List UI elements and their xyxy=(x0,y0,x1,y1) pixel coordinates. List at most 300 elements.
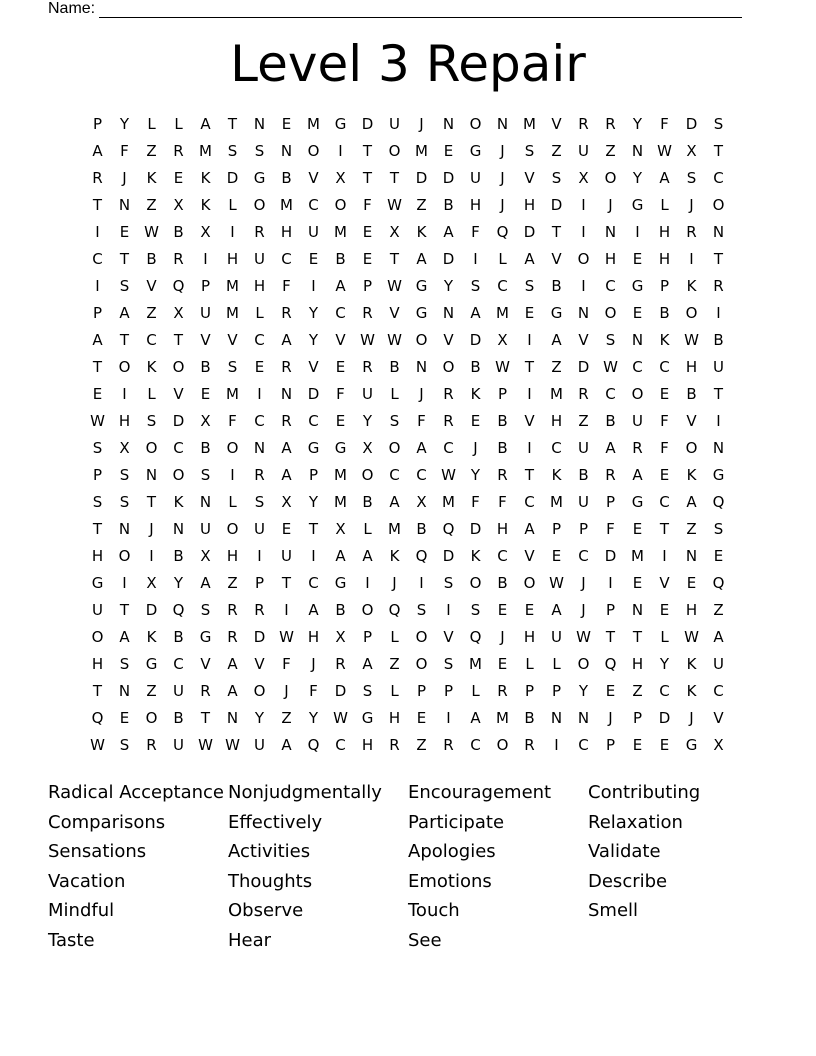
grid-letter: H xyxy=(631,655,644,673)
grid-letter: R xyxy=(254,601,265,619)
grid-letter: F xyxy=(498,493,507,511)
grid-letter: E xyxy=(524,601,535,619)
grid-letter: Q xyxy=(307,736,320,754)
grid-letter: P xyxy=(92,304,103,322)
grid-letter: R xyxy=(227,601,238,619)
grid-letter: O xyxy=(685,439,698,457)
grid-letter: N xyxy=(118,682,131,700)
name-underline[interactable] xyxy=(99,3,742,18)
grid-letter: Q xyxy=(172,277,185,295)
grid-letter: G xyxy=(550,304,563,322)
grid-letter: P xyxy=(605,493,616,511)
grid-letter: M xyxy=(496,304,509,322)
grid-letter: J xyxy=(581,574,586,592)
word-list-item: Touch xyxy=(408,900,460,922)
grid-letter: M xyxy=(415,142,428,160)
grid-letter: A xyxy=(227,655,238,673)
grid-letter: X xyxy=(173,196,184,214)
grid-letter: I xyxy=(419,574,424,592)
grid-letter: U xyxy=(200,304,211,322)
grid-letter: S xyxy=(227,358,238,376)
grid-letter: O xyxy=(388,142,401,160)
grid-letter: E xyxy=(659,385,670,403)
grid-letter: T xyxy=(308,520,319,538)
grid-letter: L xyxy=(147,385,156,403)
grid-letter: B xyxy=(497,412,508,430)
grid-letter: Z xyxy=(227,574,238,592)
grid-letter: W xyxy=(387,331,402,349)
grid-letter: E xyxy=(335,412,346,430)
grid-letter: J xyxy=(419,115,424,133)
grid-letter: V xyxy=(713,709,724,727)
grid-letter: N xyxy=(631,331,644,349)
name-field[interactable] xyxy=(48,0,742,18)
grid-letter: S xyxy=(551,169,562,187)
grid-letter: L xyxy=(363,520,372,538)
grid-letter: A xyxy=(281,331,292,349)
grid-letter: S xyxy=(605,331,616,349)
grid-letter: C xyxy=(254,412,265,430)
grid-letter: T xyxy=(524,358,535,376)
grid-letter: P xyxy=(551,682,562,700)
grid-letter: F xyxy=(660,439,669,457)
grid-letter: V xyxy=(524,169,535,187)
grid-letter: T xyxy=(119,601,130,619)
grid-letter: U xyxy=(632,412,643,430)
grid-letter: M xyxy=(550,493,563,511)
grid-letter: C xyxy=(281,250,292,268)
grid-letter: W xyxy=(225,736,240,754)
grid-letter: U xyxy=(254,250,265,268)
grid-letter: W xyxy=(90,412,105,430)
word-list-item: Activities xyxy=(228,841,311,863)
grid-letter: A xyxy=(119,304,130,322)
grid-letter: E xyxy=(659,736,670,754)
grid-letter: N xyxy=(253,115,266,133)
grid-letter: C xyxy=(470,736,481,754)
grid-letter: N xyxy=(199,493,212,511)
grid-letter: G xyxy=(712,466,725,484)
grid-letter: I xyxy=(446,709,451,727)
grid-letter: P xyxy=(200,277,211,295)
grid-letter: K xyxy=(200,196,211,214)
grid-letter: A xyxy=(389,493,400,511)
word-list-item: Emotions xyxy=(408,870,492,892)
grid-letter: F xyxy=(417,412,426,430)
grid-letter: M xyxy=(307,115,320,133)
grid-letter: M xyxy=(334,493,347,511)
grid-letter: T xyxy=(92,358,103,376)
grid-letter: D xyxy=(253,628,266,646)
grid-letter: O xyxy=(415,628,428,646)
word-list-item: Apologies xyxy=(408,841,496,863)
grid-letter: H xyxy=(118,412,131,430)
grid-letter: Y xyxy=(254,709,265,727)
grid-letter: H xyxy=(91,655,104,673)
grid-letter: M xyxy=(334,223,347,241)
grid-letter: I xyxy=(230,223,235,241)
grid-letter: O xyxy=(172,466,185,484)
grid-letter: H xyxy=(361,736,374,754)
grid-letter: P xyxy=(659,277,670,295)
grid-letter: O xyxy=(388,439,401,457)
grid-letter: R xyxy=(524,736,535,754)
grid-letter: T xyxy=(524,466,535,484)
grid-letter: N xyxy=(253,439,266,457)
grid-letter: R xyxy=(497,682,508,700)
grid-letter: B xyxy=(146,250,157,268)
grid-letter: C xyxy=(443,439,454,457)
grid-letter: C xyxy=(659,493,670,511)
grid-letter: A xyxy=(281,736,292,754)
grid-letter: O xyxy=(604,304,617,322)
grid-letter: S xyxy=(443,574,454,592)
grid-letter: R xyxy=(443,736,454,754)
grid-letter: B xyxy=(200,358,211,376)
grid-letter: R xyxy=(281,412,292,430)
grid-letter: A xyxy=(227,682,238,700)
grid-letter: D xyxy=(334,682,347,700)
grid-letter: I xyxy=(284,601,289,619)
grid-letter: P xyxy=(497,385,508,403)
grid-letter: O xyxy=(91,628,104,646)
grid-letter: O xyxy=(172,358,185,376)
grid-letter: S xyxy=(119,736,130,754)
grid-letter: D xyxy=(442,547,455,565)
grid-letter: U xyxy=(578,493,589,511)
grid-letter: L xyxy=(147,115,156,133)
grid-letter: V xyxy=(551,250,562,268)
grid-letter: T xyxy=(92,520,103,538)
grid-letter: Z xyxy=(281,709,292,727)
grid-letter: W xyxy=(144,223,159,241)
grid-letter: W xyxy=(576,628,591,646)
grid-letter: I xyxy=(311,277,316,295)
grid-letter: I xyxy=(527,331,532,349)
grid-letter: H xyxy=(469,196,482,214)
grid-letter: B xyxy=(713,331,724,349)
grid-letter: H xyxy=(91,547,104,565)
grid-letter: A xyxy=(605,439,616,457)
grid-letter: Y xyxy=(308,331,319,349)
grid-letter: B xyxy=(335,601,346,619)
grid-letter: X xyxy=(335,628,346,646)
grid-letter: H xyxy=(226,547,239,565)
grid-letter: R xyxy=(173,142,184,160)
grid-letter: S xyxy=(119,655,130,673)
grid-letter: R xyxy=(389,736,400,754)
grid-letter: N xyxy=(442,304,455,322)
grid-letter: J xyxy=(392,574,397,592)
grid-letter: Y xyxy=(308,493,319,511)
grid-letter: E xyxy=(335,358,346,376)
grid-letter: K xyxy=(686,682,697,700)
grid-letter: Y xyxy=(119,115,130,133)
grid-letter: W xyxy=(657,142,672,160)
grid-letter: R xyxy=(443,385,454,403)
grid-letter: V xyxy=(524,547,535,565)
grid-letter: Z xyxy=(713,601,724,619)
grid-letter: T xyxy=(119,250,130,268)
grid-letter: Q xyxy=(442,520,455,538)
grid-letter: X xyxy=(362,439,373,457)
grid-letter: C xyxy=(497,547,508,565)
grid-letter: Q xyxy=(604,655,617,673)
grid-letter: J xyxy=(419,385,424,403)
grid-letter: N xyxy=(172,520,185,538)
grid-letter: E xyxy=(605,682,616,700)
grid-letter: V xyxy=(551,115,562,133)
grid-letter: D xyxy=(172,412,185,430)
grid-letter: B xyxy=(389,358,400,376)
grid-letter: L xyxy=(228,493,237,511)
grid-letter: E xyxy=(416,709,427,727)
grid-letter: D xyxy=(469,331,482,349)
grid-letter: U xyxy=(578,439,589,457)
grid-letter: A xyxy=(470,304,481,322)
grid-letter: A xyxy=(632,466,643,484)
grid-letter: J xyxy=(581,601,586,619)
grid-letter: E xyxy=(497,601,508,619)
word-list-item: Observe xyxy=(228,900,304,922)
grid-letter: A xyxy=(416,250,427,268)
grid-letter: Q xyxy=(469,628,482,646)
grid-letter: T xyxy=(362,142,373,160)
grid-letter: S xyxy=(686,169,697,187)
grid-letter: L xyxy=(255,304,264,322)
grid-letter: W xyxy=(387,196,402,214)
grid-letter: S xyxy=(119,277,130,295)
grid-letter: N xyxy=(577,709,590,727)
word-list-item: Describe xyxy=(588,870,668,892)
grid-letter: L xyxy=(390,682,399,700)
grid-letter: Y xyxy=(362,412,373,430)
grid-letter: I xyxy=(716,304,721,322)
grid-letter: I xyxy=(338,142,343,160)
grid-letter: O xyxy=(442,358,455,376)
grid-letter: H xyxy=(496,520,509,538)
grid-letter: K xyxy=(686,655,697,673)
grid-letter: R xyxy=(632,439,643,457)
grid-letter: M xyxy=(334,466,347,484)
grid-letter: N xyxy=(280,385,293,403)
grid-letter: T xyxy=(605,628,616,646)
word-list-item: Encouragement xyxy=(408,782,552,803)
grid-letter: D xyxy=(550,196,563,214)
grid-letter: P xyxy=(254,574,265,592)
grid-letter: L xyxy=(552,655,561,673)
word-list-item: Nonjudgmentally xyxy=(228,782,382,803)
grid-letter: P xyxy=(92,466,103,484)
grid-letter: S xyxy=(713,115,724,133)
grid-letter: G xyxy=(199,628,212,646)
grid-letter: O xyxy=(145,439,158,457)
grid-letter: J xyxy=(689,196,694,214)
grid-letter: C xyxy=(713,682,724,700)
grid-letter: G xyxy=(253,169,266,187)
grid-letter: J xyxy=(689,709,694,727)
grid-letter: N xyxy=(685,547,698,565)
grid-letter: D xyxy=(307,385,320,403)
grid-letter: J xyxy=(500,169,505,187)
grid-letter: O xyxy=(712,196,725,214)
grid-letter: I xyxy=(257,547,262,565)
grid-letter: N xyxy=(118,520,131,538)
grid-letter: U xyxy=(578,142,589,160)
grid-letter: U xyxy=(173,682,184,700)
grid-letter: H xyxy=(658,223,671,241)
grid-letter: M xyxy=(442,493,455,511)
grid-letter: Z xyxy=(551,142,562,160)
grid-letter: K xyxy=(173,493,184,511)
grid-letter: S xyxy=(389,412,400,430)
grid-letter: R xyxy=(578,115,589,133)
grid-letter: N xyxy=(442,115,455,133)
grid-letter: Z xyxy=(632,682,643,700)
grid-letter: E xyxy=(524,304,535,322)
grid-letter: V xyxy=(443,628,454,646)
grid-letter: N xyxy=(145,466,158,484)
grid-letter: A xyxy=(308,601,319,619)
grid-letter: A xyxy=(200,574,211,592)
grid-letter: E xyxy=(362,250,373,268)
grid-letter: B xyxy=(173,709,184,727)
grid-letter: N xyxy=(712,223,725,241)
grid-letter: H xyxy=(388,709,401,727)
grid-letter: U xyxy=(551,628,562,646)
grid-letter: H xyxy=(307,628,320,646)
grid-letter: E xyxy=(308,250,319,268)
grid-letter: C xyxy=(605,277,616,295)
grid-letter: I xyxy=(311,547,316,565)
grid-letter: I xyxy=(149,547,154,565)
grid-letter: M xyxy=(226,277,239,295)
grid-letter: V xyxy=(173,385,184,403)
grid-letter: K xyxy=(551,466,562,484)
grid-letter: I xyxy=(527,385,532,403)
grid-letter: W xyxy=(387,277,402,295)
grid-letter: K xyxy=(470,547,481,565)
grid-letter: I xyxy=(446,601,451,619)
grid-letter: N xyxy=(604,223,617,241)
grid-letter: O xyxy=(415,655,428,673)
grid-letter: A xyxy=(200,115,211,133)
grid-letter: P xyxy=(632,709,643,727)
grid-letter: R xyxy=(362,358,373,376)
grid-letter: R xyxy=(200,682,211,700)
grid-letter: V xyxy=(200,331,211,349)
word-list-item: Vacation xyxy=(48,870,126,892)
grid-letter: P xyxy=(551,520,562,538)
grid-letter: I xyxy=(662,547,667,565)
grid-letter: R xyxy=(605,115,616,133)
word-list-item: Contributing xyxy=(588,782,701,803)
grid-letter: V xyxy=(659,574,670,592)
grid-letter: J xyxy=(608,196,613,214)
grid-letter: V xyxy=(335,331,346,349)
grid-letter: G xyxy=(415,304,428,322)
grid-letter: W xyxy=(549,574,564,592)
grid-letter: O xyxy=(469,115,482,133)
grid-letter: S xyxy=(200,601,211,619)
grid-letter: H xyxy=(658,250,671,268)
grid-letter: I xyxy=(581,196,586,214)
grid-letter: G xyxy=(631,493,644,511)
grid-letter: I xyxy=(230,466,235,484)
grid-letter: E xyxy=(686,574,697,592)
grid-letter: E xyxy=(119,223,130,241)
grid-letter: J xyxy=(500,142,505,160)
grid-letter: B xyxy=(605,412,616,430)
word-list-item: Radical Acceptance xyxy=(48,782,224,803)
word-list-item: Taste xyxy=(48,929,95,951)
grid-letter: E xyxy=(119,709,130,727)
grid-letter: O xyxy=(361,601,374,619)
word-list-item: Participate xyxy=(408,811,505,833)
grid-letter: F xyxy=(660,115,669,133)
grid-letter: L xyxy=(228,196,237,214)
grid-letter: U xyxy=(281,547,292,565)
grid-letter: B xyxy=(416,520,427,538)
grid-letter: A xyxy=(281,439,292,457)
grid-letter: H xyxy=(226,250,239,268)
grid-letter: D xyxy=(577,358,590,376)
grid-letter: O xyxy=(145,709,158,727)
grid-letter: C xyxy=(416,466,427,484)
grid-letter: C xyxy=(713,169,724,187)
grid-letter: Z xyxy=(416,736,427,754)
grid-letter: E xyxy=(659,601,670,619)
grid-letter: S xyxy=(254,142,265,160)
grid-letter: P xyxy=(524,682,535,700)
grid-letter: Z xyxy=(389,655,400,673)
grid-letter: Z xyxy=(578,412,589,430)
grid-letter: M xyxy=(226,304,239,322)
grid-letter: A xyxy=(443,223,454,241)
grid-letter: E xyxy=(659,466,670,484)
grid-letter: C xyxy=(632,358,643,376)
grid-letter: O xyxy=(253,682,266,700)
word-list xyxy=(48,778,768,956)
grid-letter: S xyxy=(524,277,535,295)
grid-letter: L xyxy=(390,628,399,646)
grid-letter: V xyxy=(389,304,400,322)
grid-letter: O xyxy=(334,196,347,214)
grid-letter: W xyxy=(198,736,213,754)
grid-letter: K xyxy=(686,277,697,295)
grid-letter: L xyxy=(525,655,534,673)
grid-letter: D xyxy=(469,520,482,538)
grid-letter: T xyxy=(389,169,400,187)
grid-letter: R xyxy=(254,466,265,484)
grid-letter: I xyxy=(122,385,127,403)
grid-letter: F xyxy=(363,196,372,214)
grid-letter: N xyxy=(496,115,509,133)
grid-letter: K xyxy=(470,385,481,403)
grid-letter: D xyxy=(415,169,428,187)
grid-letter: F xyxy=(471,223,480,241)
grid-letter: P xyxy=(605,736,616,754)
grid-letter: U xyxy=(389,115,400,133)
grid-letter: I xyxy=(554,736,559,754)
grid-letter: C xyxy=(551,439,562,457)
grid-letter: F xyxy=(120,142,129,160)
page-title: Level 3 Repair xyxy=(230,35,586,93)
grid-letter: T xyxy=(281,574,292,592)
grid-letter: C xyxy=(173,439,184,457)
grid-letter: G xyxy=(334,574,347,592)
grid-letter: A xyxy=(335,547,346,565)
